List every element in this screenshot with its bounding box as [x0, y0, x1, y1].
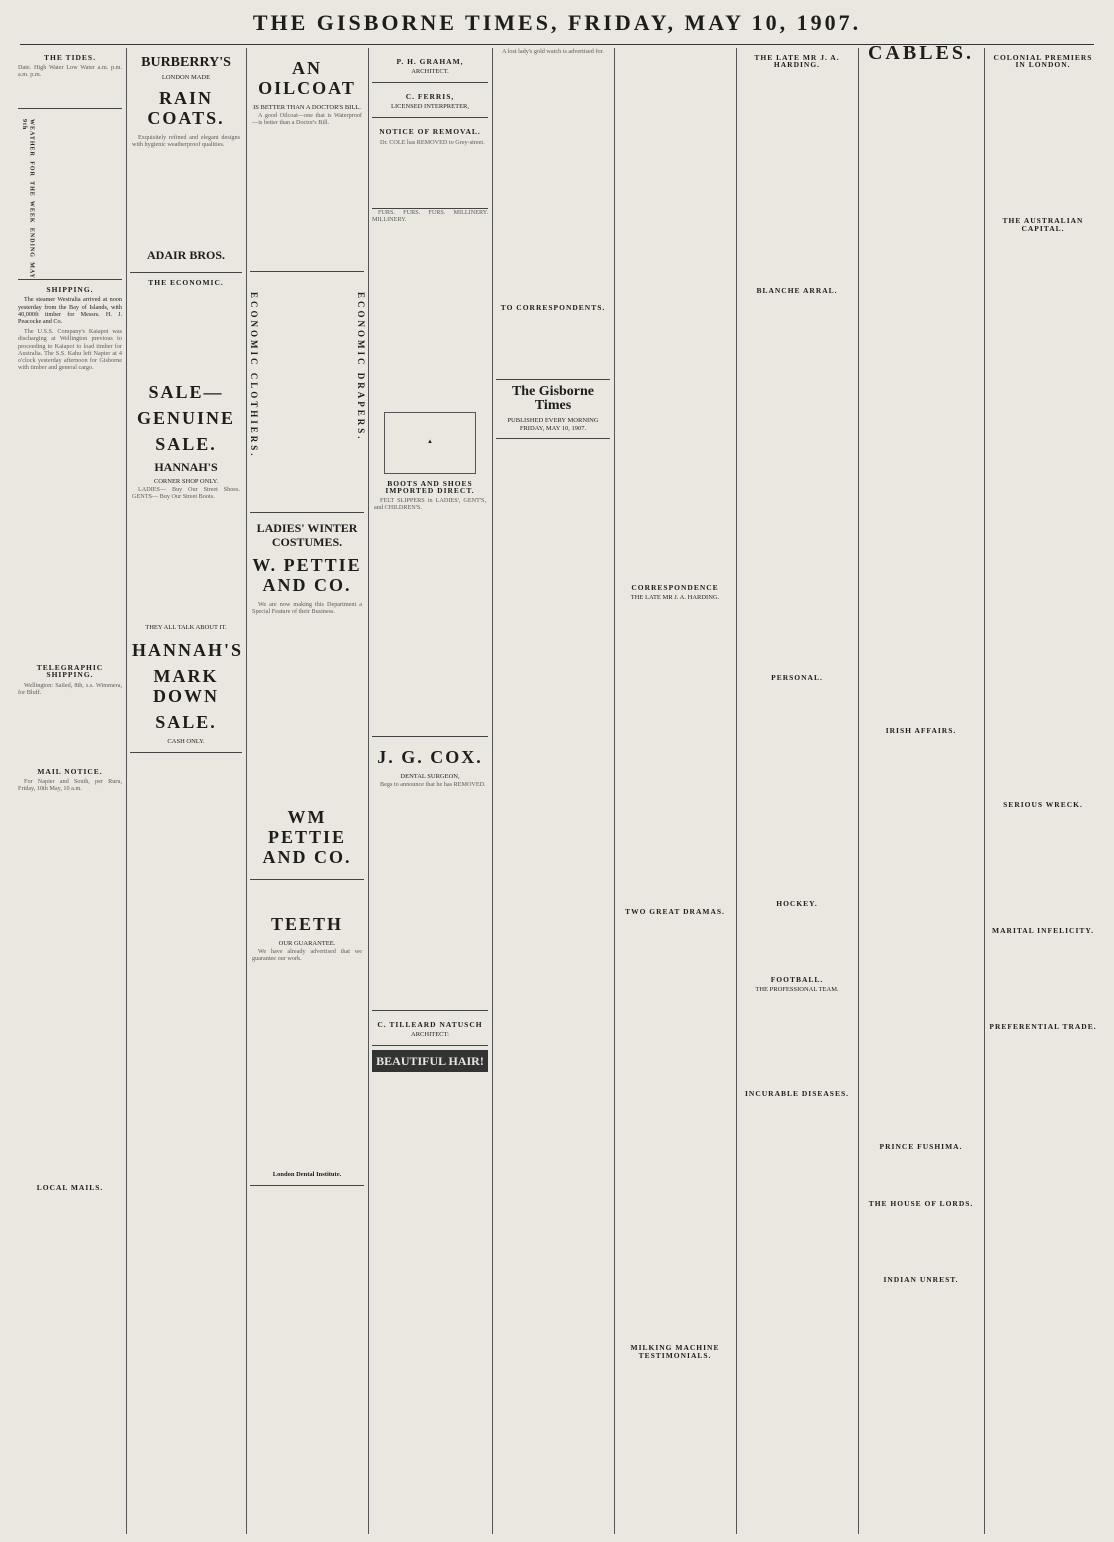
boots-copy: FELT SLIPPERS in LADIES', GENT'S, and CHILDREN'S. — [374, 497, 486, 512]
removal-advert — [372, 118, 488, 208]
economic-advert — [250, 272, 364, 513]
mail-body: For Napier and South, per Ruru, Friday, 10th May, 10 a.m. — [18, 777, 122, 793]
column-rule — [984, 48, 985, 1534]
markdown-line-1: HANNAH'S — [132, 640, 244, 660]
rule — [496, 379, 610, 380]
cables-body — [862, 61, 980, 721]
preferential-heading: PREFERENTIAL TRADE. — [989, 1022, 1097, 1032]
lords-body — [862, 1210, 980, 1270]
column-rule — [126, 48, 127, 1534]
blanche-heading: BLANCHE ARRAL. — [756, 286, 838, 296]
raincoats-title: RAIN COATS. — [147, 88, 225, 128]
football-heading: FOOTBALL. — [770, 975, 824, 985]
leader-article — [496, 444, 610, 1444]
weather-table-label: WEATHER FOR THE WEEK ENDING MAY 9th — [21, 119, 35, 280]
markdown-line-3: SALE. — [155, 712, 217, 732]
cox-advert — [372, 737, 488, 1011]
wreck-heading: SERIOUS WRECK. — [1003, 799, 1083, 809]
economic-heading: THE ECONOMIC. — [148, 278, 224, 287]
correspondents-body — [496, 314, 610, 374]
hockey-body — [740, 910, 854, 970]
rule — [496, 438, 610, 439]
masthead-title: THE GISBORNE TIMES, FRIDAY, MAY 10, 1907. — [252, 10, 862, 35]
blanche-body — [740, 298, 854, 668]
harding-heading: THE LATE MR J. A. HARDING. — [754, 53, 840, 70]
removal-heading: NOTICE OF REMOVAL. — [379, 127, 481, 137]
column-4 — [372, 48, 488, 1534]
pettie-title-1: W. PETTIE AND CO. — [252, 555, 362, 595]
oilcoat-advert — [250, 48, 364, 272]
shipping-body: The U.S.S. Company's Kaiapoi was discharging at Wellington previous to proceeding to Kaiapoi to load timber for Australia. The S.S. Kahu left Napier at 4 o'clock yesterday afternoon for Gisborne with timber and general cargo. — [18, 328, 122, 372]
pettie-title-2: WM PETTIE AND CO. — [262, 807, 352, 867]
column-rule — [246, 48, 247, 1534]
cables-heading: CABLES. — [867, 42, 975, 64]
graham-advert — [372, 48, 488, 83]
sale-prices: LADIES— Buy Our Street Shoes. GENTS— Buy Our Street Boots. — [132, 486, 240, 501]
oilcoat-copy: A good Oilcoat—one that is Waterproof—is better than a Doctor's Bill. — [252, 112, 362, 127]
harding-subheading: THE LATE MR J. A. HARDING. — [630, 594, 720, 602]
capital-heading: THE AUSTRALIAN CAPITAL. — [1002, 216, 1084, 233]
natusch-advert — [372, 1011, 488, 1046]
adair-bros: ADAIR BROS. — [146, 248, 225, 262]
shipping-text: The steamer Westralia arrived at noon yesterday from the Bay of Islands, with 40,000ft timber for Messrs. H. J. Peacocke and Co. — [18, 296, 122, 326]
teeth-title: TEETH — [270, 914, 344, 934]
sale-advert — [130, 372, 242, 753]
column-rule — [736, 48, 737, 1534]
column-rule — [492, 48, 493, 1534]
incurable-heading: INCURABLE DISEASES. — [744, 1089, 850, 1099]
football-body — [740, 994, 854, 1084]
economic-clothiers-label: ECONOMIC CLOTHIERS. — [249, 292, 260, 459]
ferris-title: LICENSED INTERPRETER, — [391, 103, 469, 111]
hair-advert: BEAUTIFUL HAIR! — [372, 1050, 488, 1072]
news-items-top: A lost lady's gold watch is advertised for. — [502, 48, 604, 55]
ladies-costumes-advert — [250, 513, 364, 880]
issue-date: FRIDAY, MAY 10, 1907. — [519, 425, 587, 433]
harding-body — [740, 71, 854, 281]
column-rule — [858, 48, 859, 1534]
indian-heading: INDIAN UNREST. — [883, 1274, 959, 1284]
correspondents-heading: TO CORRESPONDENTS. — [500, 303, 606, 312]
sale-line-3: SALE. — [155, 434, 217, 454]
guarantee-heading: OUR GUARANTEE. — [278, 940, 336, 947]
column-rule — [368, 48, 369, 1534]
ferris-name: C. FERRIS, — [405, 92, 455, 102]
dramas-body — [618, 918, 732, 1338]
natusch-title: ARCHITECT: — [411, 1031, 449, 1039]
weather-table — [18, 109, 122, 280]
capital-body — [988, 235, 1098, 795]
natusch-name: C. TILLEARD NATUSCH — [377, 1020, 483, 1030]
cox-name: J. G. COX. — [377, 747, 483, 768]
correspondence-heading: CORRESPONDENCE — [631, 583, 719, 592]
cash-only: CASH ONLY. — [167, 738, 205, 745]
burberry-title: BURBERRY'S — [141, 55, 231, 70]
professional-subheading: THE PROFESSIONAL TEAM. — [755, 986, 839, 994]
mail-heading: MAIL NOTICE. — [37, 766, 103, 776]
local-mails-heading: LOCAL MAILS. — [36, 1182, 104, 1192]
telegraph-body: Wellington: Sailed, 8th, s.s. Wimmera, for Bluff. — [18, 681, 122, 696]
colonial-body — [988, 71, 1098, 211]
column-1 — [18, 48, 122, 1534]
markdown-line-2: MARK DOWN — [153, 666, 219, 706]
fushima-body — [862, 1154, 980, 1194]
irish-heading: IRISH AFFAIRS. — [885, 726, 957, 736]
hannahs-title: HANNAH'S — [154, 460, 218, 474]
column-rule — [614, 48, 615, 1534]
tides-heading: THE TIDES. — [44, 53, 96, 62]
milking-heading: MILKING MACHINE TESTIMONIALS. — [630, 1343, 720, 1360]
telegraph-heading: TELEGRAPHIC SHIPPING. — [36, 663, 104, 680]
column-6 — [618, 48, 732, 1534]
wreck-body — [988, 811, 1098, 921]
sale-line-2: GENUINE — [136, 408, 235, 428]
london-dental: London Dental Institute. — [272, 1171, 342, 1178]
burberry-advert — [130, 48, 242, 273]
pettie-copy: We are now making this Department a Special Feature of their Business. — [252, 601, 362, 616]
fushima-heading: PRINCE FUSHIMA. — [879, 1142, 963, 1152]
sale-line-1: SALE— — [148, 382, 224, 402]
boots-advert — [372, 402, 488, 737]
burberry-copy: Exquisitely refined and elegant designs with hygienic weatherproof qualities. — [132, 134, 240, 149]
column-2 — [130, 48, 242, 1534]
hockey-heading: HOCKEY. — [776, 898, 818, 908]
tides-table: Date. High Water Low Water a.m. p.m. a.m. p.m. — [18, 64, 122, 109]
personal-body — [740, 684, 854, 894]
column-5 — [496, 48, 610, 1534]
boots-heading: BOOTS AND SHOES IMPORTED DIRECT. — [385, 478, 475, 495]
oilcoat-title: AN OILCOAT — [258, 58, 356, 98]
shipping-heading: SHIPPING. — [46, 285, 94, 295]
news-column — [618, 48, 732, 578]
oilcoat-subtitle: IS BETTER THAN A DOCTOR'S BILL. — [253, 104, 361, 111]
economic-drapers-label: ECONOMIC DRAPERS. — [356, 292, 366, 442]
marital-heading: MARITAL INFELICITY. — [992, 926, 1094, 936]
column-7 — [740, 48, 854, 1534]
column-8 — [862, 42, 980, 1534]
burberry-subtitle: LONDON MADE — [161, 74, 211, 81]
corner-shop: CORNER SHOP ONLY. — [153, 478, 219, 485]
column-3 — [250, 48, 364, 1534]
irish-body — [862, 737, 980, 1137]
talk-about: THEY ALL TALK ABOUT IT. — [145, 624, 227, 631]
colonial-heading: COLONIAL PREMIERS IN LONDON. — [993, 53, 1093, 70]
graham-title: ARCHITECT. — [411, 68, 449, 76]
removal-copy: Dr. COLE has REMOVED to Grey-street. — [380, 138, 485, 146]
graham-name: P. H. GRAHAM, — [396, 57, 464, 66]
correspondence-body — [618, 602, 732, 902]
published-line: PUBLISHED EVERY MORNING — [507, 417, 599, 425]
dramas-heading: TWO GREAT DRAMAS. — [625, 907, 725, 917]
lords-heading: THE HOUSE OF LORDS. — [868, 1198, 974, 1208]
cox-copy: Begs to announce that he has REMOVED. — [380, 781, 486, 789]
eagle-emblem-icon: ▲ — [384, 412, 476, 474]
column-9 — [988, 48, 1098, 1534]
ladies-costumes-title: LADIES' WINTER COSTUMES. — [256, 521, 358, 549]
marital-body — [988, 937, 1098, 1017]
paper-title: The Gisborne Times — [511, 384, 595, 414]
ferris-advert — [372, 83, 488, 118]
cox-title: DENTAL SURGEON, — [400, 773, 460, 781]
teeth-advert — [250, 880, 364, 1186]
furs-millinery: FURS. FURS. FURS. MILLINERY. MILLINERY. — [372, 208, 488, 223]
teeth-copy: We have already advertised that we guarantee our work. — [252, 948, 362, 963]
personal-heading: PERSONAL. — [771, 672, 823, 682]
